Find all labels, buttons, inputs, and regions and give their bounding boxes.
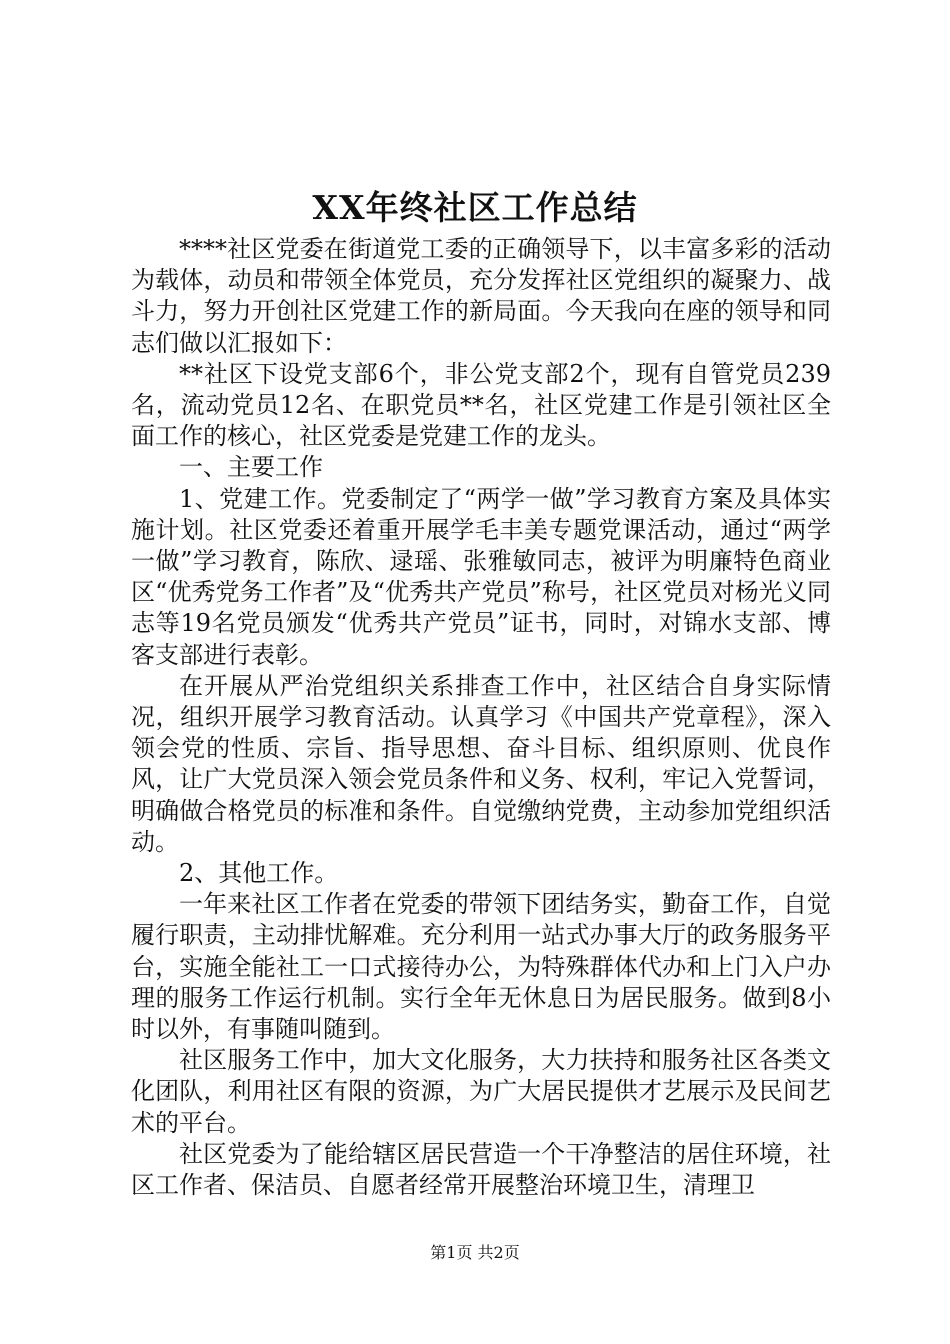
paragraph-intro: ****社区党委在街道党工委的正确领导下，以丰富多彩的活动为载体，动员和带领全体党员，充分发挥社区党组织的凝聚力、战斗力，努力开创社区党建工作的新局面。今天我向在座的领导和同志们做以汇报如下： (131, 235, 831, 357)
document-body (131, 234, 831, 1201)
subheading-other-work: 2、其他工作。 (179, 859, 339, 888)
section-heading-main-work: 一、主要工作 (179, 453, 323, 482)
paragraph-discipline: 在开展从严治党组织关系排查工作中，社区结合自身实际情况，组织开展学习教育活动。认真学习《中国共产党章程》，深入领会党的性质、宗旨、指导思想、奋斗目标、组织原则、优良作风，让广大党员深入领会党员条件和义务、权利，牢记入党誓词，明确做合格党员的标准和条件。自觉缴纳党费，主动参加党组织活动。 (131, 671, 831, 856)
paragraph-cultural-services: 社区服务工作中，加大文化服务，大力扶持和服务社区各类文化团队，利用社区有限的资源，为广大居民提供才艺展示及民间艺术的平台。 (131, 1046, 831, 1137)
document-title: XX年终社区工作总结 (312, 188, 638, 227)
paragraph-environment: 社区党委为了能给辖区居民营造一个干净整洁的居住环境，社区工作者、保洁员、自愿者经常开展整治环境卫生，清理卫 (131, 1139, 831, 1200)
paragraph-overview: **社区下设党支部6个，非公党支部2个，现有自管党员239名，流动党员12名、在职党员**名，社区党建工作是引领社区全面工作的核心，社区党委是党建工作的龙头。 (131, 359, 831, 451)
paragraph-party-building: 1、党建工作。党委制定了“两学一做”学习教育方案及具体实施计划。社区党委还着重开展学毛丰美专题党课活动，通过“两学一做”学习教育，陈欣、逯瑶、张雅敏同志，被评为明廉特色商业区“优秀党务工作者”及“优秀共产党员”称号，社区党员对杨光义同志等19名党员颁发“优秀共产党员”证书，同时，对锦水支部、博客支部进行表彰。 (131, 484, 831, 669)
paragraph-community-workers: 一年来社区工作者在党委的带领下团结务实，勤奋工作，自觉履行职责，主动排忧解难。充分利用一站式办事大厅的政务服务平台，实施全能社工一口式接待办公，为特殊群体代办和上门入户办理的服务工作运行机制。实行全年无休息日为居民服务。做到8小时以外，有事随叫随到。 (131, 890, 831, 1044)
page-number-footer: 第1页 共2页 (430, 1243, 520, 1262)
